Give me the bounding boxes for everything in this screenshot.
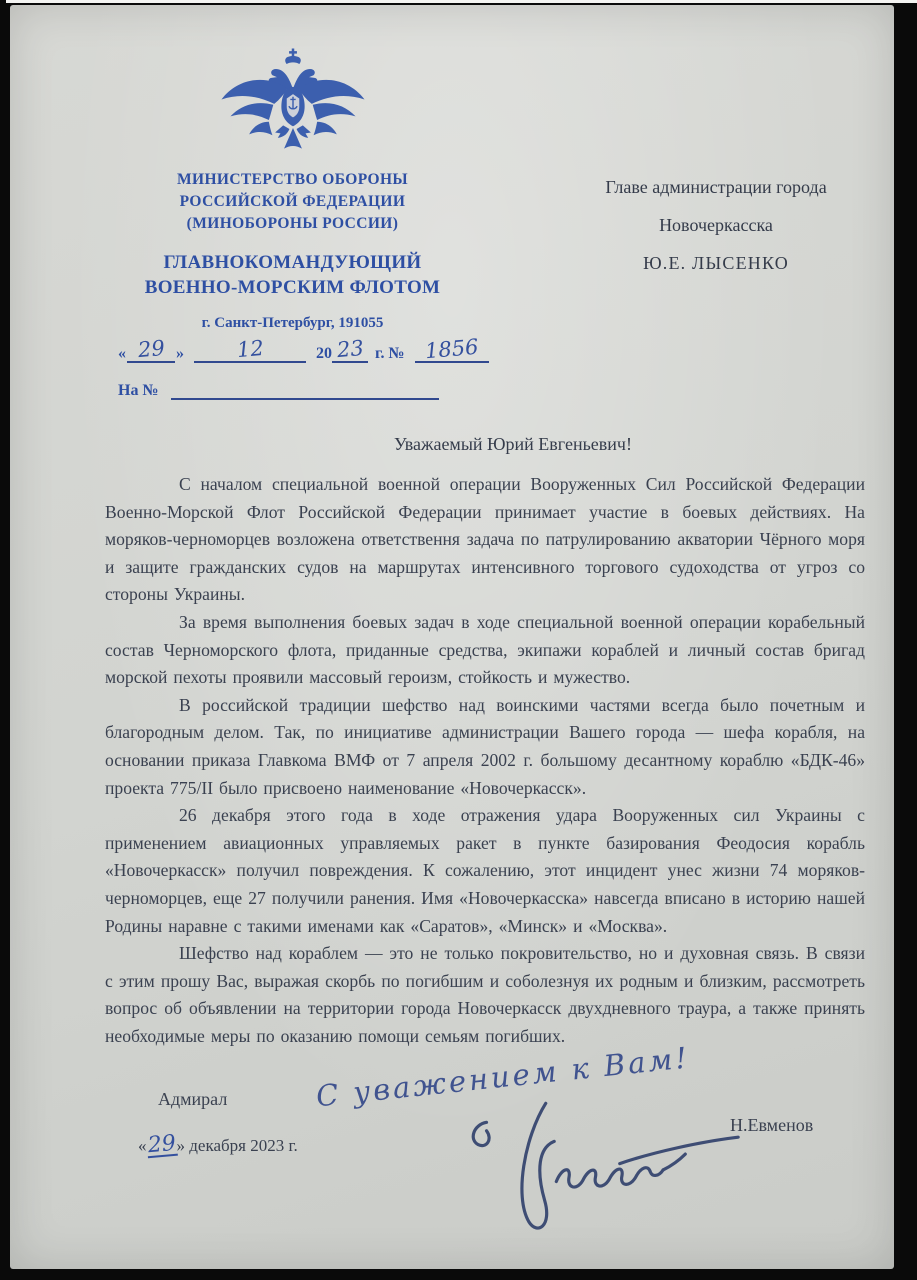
paragraph: Шефство над кораблем — это не только покровительство, но и духовная связь. В связи с этим прошу Вас, выражая скорбь по погибшим и соболезнуя их родным и близким, рассмотреть вопрос об объявлении на территории города Новочеркасск двухдневного траура, а также принять необходимые меры по оказанию помощи семьям погибших. bbox=[105, 943, 865, 1046]
paragraph: С началом специальной военной операции Вооруженных Сил Российской Федерации Военно-Морской Флот Российской Федерации принимает участие в боевых действиях. На моряков-черноморцев возложена ответствення задача по патрулированию акватории Чёрного моря и защите гражданских судов на маршрутах интенсивного торгового судоходства от угроз со стороны Украины. bbox=[105, 474, 865, 605]
recipient-name: Ю.Е. ЛЫСЕНКО bbox=[643, 253, 789, 273]
paragraph: 26 декабря этого года в ходе отражения удара Вооруженных сил Украины с применением авиационных управляемых ракет в пункте базирования Феодосия корабль «Новочеркасск» получил повреждения. К сожалению, этот инцидент унес жизни 74 моряков-черноморцев, еще 27 получили ранения. Имя «Новочеркасска» навсегда вписано в историю нашей Родины наравне с такими именами как «Саратов», «Минск» и «Москва». bbox=[105, 805, 865, 936]
handwritten-note: С уважением к Вам! bbox=[314, 1040, 692, 1114]
letter-body bbox=[105, 471, 865, 1050]
open-quote: « bbox=[118, 345, 126, 362]
signature-autograph-icon bbox=[462, 1097, 750, 1245]
recipient-line: Главе администрации города bbox=[605, 177, 827, 197]
paragraph: За время выполнения боевых задач в ходе специальной военной операции корабельный состав Черноморского флота, приданные средства, экипажи кораблей и личный состав бригад морской пехоты проявили массовый героизм, стойкость и мужество. bbox=[105, 611, 865, 688]
month-blank bbox=[194, 335, 306, 363]
handwritten-year: 23 bbox=[335, 335, 365, 363]
date-number-line bbox=[118, 334, 489, 364]
commander-line: ГЛАВНОКОМАНДУЮЩИЙ bbox=[163, 252, 422, 273]
letterhead bbox=[85, 45, 500, 332]
signer-name: Н.Евменов bbox=[730, 1115, 814, 1135]
photo-edge-highlight bbox=[6, 0, 917, 3]
ministry-line: РОССИЙСКОЙ ФЕДЕРАЦИИ bbox=[179, 193, 406, 210]
handwritten-signature-day: 29 bbox=[146, 1130, 177, 1159]
double-headed-eagle-emblem-icon bbox=[217, 45, 369, 153]
letter-page bbox=[10, 5, 894, 1269]
close-quote: » bbox=[176, 345, 184, 362]
commander-title bbox=[85, 250, 500, 300]
open-quote: « bbox=[138, 1136, 147, 1155]
headquarters-address: г. Санкт-Петербург, 191055 bbox=[201, 315, 384, 331]
incoming-label: На № bbox=[118, 382, 159, 399]
ministry-name bbox=[85, 169, 500, 235]
signature-date-line bbox=[138, 1130, 298, 1159]
recipient-line: Новочеркасска bbox=[659, 215, 773, 235]
ministry-line: МИНИСТЕРСТВО ОБОРОНЫ bbox=[176, 171, 409, 188]
incoming-blank bbox=[171, 376, 439, 400]
year-prefix: 20 bbox=[316, 345, 332, 362]
incoming-reference-line bbox=[118, 376, 439, 400]
handwritten-day: 29 bbox=[136, 335, 166, 363]
ministry-line: (МИНОБОРОНЫ РОССИИ) bbox=[186, 215, 399, 232]
year-blank bbox=[332, 335, 368, 363]
paragraph: В российской традиции шефство над воинскими частями всегда было почетным и благородным делом. Так, по инициативе администрации Вашего города — шефа корабля, на основании приказа Главкома ВМФ от 7 апреля 2002 г. большому десантному кораблю «БДК-46» проекта 775/II было присвоено наименование «Новочеркасск». bbox=[105, 694, 865, 798]
handwritten-number: 1856 bbox=[423, 334, 480, 364]
number-label: г. № bbox=[375, 345, 405, 362]
recipient-block bbox=[550, 168, 882, 282]
handwritten-month: 12 bbox=[235, 335, 265, 363]
salutation: Уважаемый Юрий Евгеньевич! bbox=[394, 434, 632, 454]
signer-rank: Адмирал bbox=[158, 1089, 228, 1109]
day-blank bbox=[127, 335, 175, 363]
commander-line: ВОЕННО-МОРСКИМ ФЛОТОМ bbox=[144, 277, 441, 298]
number-blank bbox=[415, 334, 489, 364]
signature-date-rest: » декабря 2023 г. bbox=[176, 1136, 298, 1155]
